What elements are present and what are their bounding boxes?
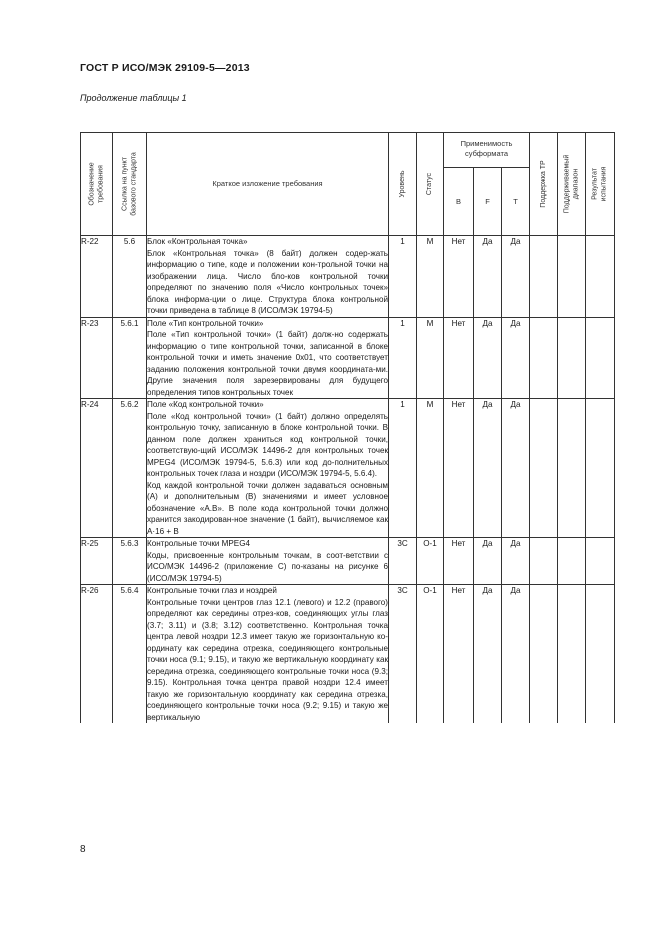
subformat-f-cell: Да (474, 236, 502, 318)
support-cell (530, 236, 558, 318)
level-cell: 1 (389, 236, 417, 318)
support-cell (530, 399, 558, 538)
reference-cell: 5.6.3 (113, 538, 147, 585)
header-applicability: Применимость субформата (444, 133, 530, 168)
summary-line: Блок «Контрольная точка» (8 байт) должен содер-жать информацию о типе, коде и положении кон-трольной точки на изображении лица. Число бло-ков контрольной точки определяют по значению поля «Число контрольных точек» блока информа-ции о лице. Структура блока контрольной точки приведена в таблице 8 (ИСО/МЭК 19794-5) (147, 248, 388, 315)
table-row (81, 585, 615, 724)
req-id-cell: R-24 (81, 399, 113, 538)
header-status: Статус (417, 133, 444, 236)
subformat-b-cell: Нет (444, 399, 474, 538)
subformat-f-cell: Да (474, 317, 502, 399)
summary-line: Блок «Контрольная точка» (147, 237, 248, 246)
status-cell: M (417, 236, 444, 318)
table-row (81, 399, 615, 538)
req-id-cell: R-22 (81, 236, 113, 318)
req-id-cell: R-23 (81, 317, 113, 399)
summary-line: Контрольные точки глаз и ноздрей (147, 586, 277, 595)
summary-line: Код каждой контрольной точки должен задаваться основным (A) и дополнительным (B) значениями и имеет условное обозначение «A.B». В поле кода контрольной точки должно хранится закодирован-ное значение (1 байт), вычисляемое как A·16 + B (147, 480, 388, 536)
summary-cell (147, 399, 389, 538)
header-req-id: Обозначение требования (81, 133, 113, 236)
header-reference: Ссылка на пункт базового стандарта (113, 133, 147, 236)
range-cell (558, 317, 586, 399)
page-number: 8 (80, 844, 86, 855)
summary-line: Контрольные точки центров глаз 12.1 (левого) и 12.2 (правого) определяют как середины отрез-ков, соединяющих углы глаз (3.7; 3.11) и (3.8; 3.12) соответственно. Контрольная точка центра левой ноздри 12.3 имеет такую же горизонтальную ко-ординату как середина отрезка, соединяющего контрольные точки носа (9.1; 9.15), и такую же вертикальную координату как середина отрезка, соединяющего контрольные точки носа (9.3; 9.15). Контрольная точка центра правой ноздри 12.4 имеет такую же горизонтальную координату как середина отрезка, соединяющего контрольные точки носа (9.2; 9.15) и такую же вертикальную (147, 597, 388, 722)
range-cell (558, 538, 586, 585)
req-id-cell: R-26 (81, 585, 113, 724)
subformat-t-cell: Да (502, 399, 530, 538)
header-result: Результат испытания (586, 133, 615, 236)
support-cell (530, 585, 558, 724)
summary-line: Контрольные точки MPEG4 (147, 539, 250, 548)
level-cell: 1 (389, 317, 417, 399)
header-support: Поддержка ТР (530, 133, 558, 236)
subformat-b-cell: Нет (444, 236, 474, 318)
summary-line: Поле «Код контрольной точки» (1 байт) должно определять контрольную точку, записанную в блоке контрольной точки. В данном поле должен храниться код контрольной точки, соответствую-щий ИСО/МЭК 14496-2 для контрольных точек MPEG4 (ИСО/МЭК 19794-5, 5.6.3) или код до-полнительных контрольных точек глаза и ноздри (ИСО/МЭК 19794-5, 5.6.4). (147, 411, 388, 478)
result-cell (586, 236, 615, 318)
summary-line: Поле «Тип контрольной точки» (147, 318, 264, 328)
result-cell (586, 317, 615, 399)
summary-cell (147, 585, 389, 724)
header-range: Поддерживаемый диапазон (558, 133, 586, 236)
table-row (81, 236, 615, 318)
support-cell (530, 317, 558, 399)
support-cell (530, 538, 558, 585)
table-continuation-caption: Продолжение таблицы 1 (80, 93, 187, 103)
level-cell: 3C (389, 585, 417, 724)
header-subformat-b: B (444, 168, 474, 236)
subformat-f-cell: Да (474, 585, 502, 724)
result-cell (586, 538, 615, 585)
header-subformat-f: F (474, 168, 502, 236)
status-cell: M (417, 317, 444, 399)
header-subformat-t: T (502, 168, 530, 236)
summary-line: Поле «Тип контрольной точки» (1 байт) долж-но содержать информацию о типе контрольной точки, записанной в блоке контрольной точки и иметь значение 0x01, что соответствует заданию положения контрольной точки двумя координата-ми. Другие значения поля зарезервированы для будущего определения типов контрольных точек (147, 330, 388, 397)
summary-line: Коды, присвоенные контрольным точкам, в соот-ветствии с ИСО/МЭК 14496-2 (приложение С) по-казаны на рисунке 6 (ИСО/МЭК 19794-5) (147, 550, 388, 583)
summary-cell (147, 236, 389, 318)
table-row (81, 538, 615, 585)
header-level: Уровень (389, 133, 417, 236)
requirements-table (80, 132, 615, 723)
subformat-f-cell: Да (474, 399, 502, 538)
range-cell (558, 236, 586, 318)
range-cell (558, 399, 586, 538)
subformat-b-cell: Нет (444, 538, 474, 585)
summary-line: Поле «Код контрольной точки» (147, 400, 264, 409)
result-cell (586, 585, 615, 724)
reference-cell: 5.6.2 (113, 399, 147, 538)
status-cell: O-1 (417, 585, 444, 724)
header-summary: Краткое изложение требования (147, 133, 389, 236)
subformat-f-cell: Да (474, 538, 502, 585)
status-cell: M (417, 399, 444, 538)
range-cell (558, 585, 586, 724)
level-cell: 3C (389, 538, 417, 585)
result-cell (586, 399, 615, 538)
subformat-t-cell: Да (502, 236, 530, 318)
level-cell: 1 (389, 399, 417, 538)
reference-cell: 5.6.4 (113, 585, 147, 724)
subformat-t-cell: Да (502, 317, 530, 399)
summary-cell (147, 538, 389, 585)
table-row (81, 317, 615, 399)
status-cell: O-1 (417, 538, 444, 585)
document-title: ГОСТ Р ИСО/МЭК 29109-5—2013 (80, 62, 250, 74)
req-id-cell: R-25 (81, 538, 113, 585)
subformat-b-cell: Нет (444, 585, 474, 724)
reference-cell: 5.6 (113, 236, 147, 318)
reference-cell: 5.6.1 (113, 317, 147, 399)
summary-cell (147, 317, 389, 399)
subformat-t-cell: Да (502, 538, 530, 585)
subformat-t-cell: Да (502, 585, 530, 724)
subformat-b-cell: Нет (444, 317, 474, 399)
